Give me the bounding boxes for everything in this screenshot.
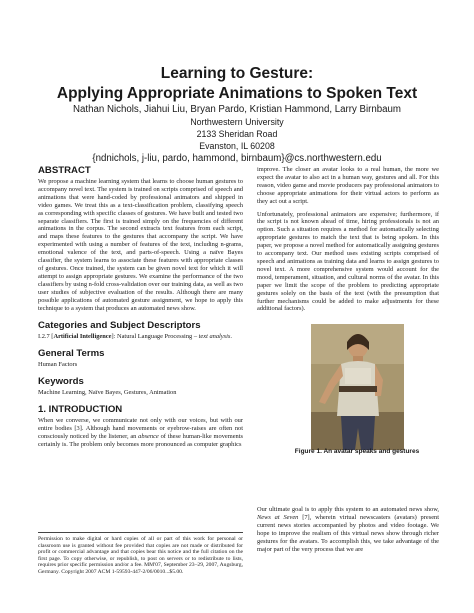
- right-paragraph-1: improve. The closer an avatar looks to a real human, the more we expect the avatar to also act in a human way, gestures and all. For this reason, video game and movie producers pay professional animators to choose appropriate animations for their virtual actors to perform as they act out a script.: [257, 166, 439, 205]
- avatar-illustration: [311, 324, 404, 450]
- address-line1: 2133 Sheridan Road: [196, 129, 278, 139]
- categories-heading: Categories and Subject Descriptors: [38, 320, 201, 332]
- categories-italic: text analysis: [198, 333, 231, 341]
- abstract-heading: ABSTRACT: [38, 165, 91, 176]
- permission-notice-box: [38, 532, 243, 576]
- author-email: {ndnichols, j-liu, pardo, hammond, birnbaum}@cs.northwestern.edu: [92, 153, 382, 164]
- abstract-text: We propose a machine learning system that learns to choose human gestures to accompany novel text. The system is trained on scripts comprised of speech and animations that were hand-coded by professional animators and shipped in video games. We treat this as a text-classification problem, classifying speech as corresponding with specific classes of gestures. We have built and tested two separate classifiers. The first is trained simply on the frequencies of different animations in the corpus. The second extracts text features from each script, and maps these features to the gestures that accompany the script. We have experimented with using a number of features of the text, including n-grams, emotional valence of the text, and parts-of-speech. Using a naïve Bayes classifier, the system learns to associate these features with appropriate classes of gestures. Once trained, the system can be given novel text for which it will attempt to assign appropriate gestures. We examine the performance of the two classifiers by using n-fold cross-validation over our training data, as well as two user studies of subjective evaluation of the results. Although there are many possible applications of automated gesture assignment, we hope to apply this technique to a system that produces an automated news show.: [38, 178, 243, 312]
- categories-bold: Artificial Intelligence: [53, 333, 112, 341]
- categories-post: .: [230, 333, 233, 341]
- author-list: Nathan Nichols, Jiahui Liu, Bryan Pardo, Kristian Hammond, Larry Birnbaum: [73, 104, 401, 115]
- introduction-heading: 1. INTRODUCTION: [38, 404, 123, 416]
- paper-title-line2: Applying Appropriate Animations to Spoken Text: [56, 85, 418, 102]
- avatar-figure-image: [311, 324, 404, 450]
- p3-italic: News at Seven: [257, 513, 299, 521]
- introduction-text: [38, 417, 243, 449]
- categories-pre: I.2.7 [: [38, 333, 54, 341]
- figure-caption: Figure 1. An avatar speaks and gestures: [294, 448, 420, 455]
- categories-mid: ]: Natural Language Processing –: [111, 333, 199, 341]
- right-paragraph-2: Unfortunately, professional animators are expensive; furthermore, if the script is not known ahead of time, hiring professionals is not an option. Such a situation requires a method for automatically selecting appropriate gestures to match the text that is being spoken. In this paper, we propose a novel method for automatically assigning gestures to accompany text. Our method uses existing scripts comprised of speech and animations as training data and learns to assign gestures to novel text. A more comprehensive system would account for the mood, temperament, situation, and cultural norms of the avatar. In this paper we limit the scope of the problem to predicting appropriate gestures solely on the basis of the text (with the presumption that further mechanisms could be added to make adjustments for these additional factors).: [257, 210, 439, 313]
- address-line2: Evanston, IL 60208: [199, 141, 275, 151]
- permission-notice: Permission to make digital or hard copies of all or part of this work for personal or classroom use is granted without fee provided that copies are not made or distributed for profit or commercial advantage and that copies bear this notice and the full citation on the first page. To copy otherwise, or republish, to post on servers or to redistribute to lists, requires prior specific permission and/or a fee. MM'07, September 23–29, 2007, Augsburg, Germany. Copyright 2007 ACM 1-59593-447-2/06/0010...$5.00.: [38, 536, 243, 575]
- right-column: [257, 166, 439, 313]
- paper-title-line1: Learning to Gesture:: [160, 65, 314, 82]
- left-column: [38, 165, 243, 449]
- intro-italic: absence: [138, 432, 159, 440]
- affiliation: Northwestern University: [190, 117, 284, 127]
- general-terms-text: Human Factors: [38, 361, 78, 369]
- right-paragraph-3: [257, 506, 439, 553]
- p3-post: [7], wherein virtual newscasters (avatars) present current news stories accompanied by photos and video footage. We hope to improve the realism of this virtual news show through richer gestures for the avatars. To accomplish this, we take advantage of the major part of the very process that we are: [257, 513, 439, 553]
- intro-pre: When we converse, we communicate not only with our voices, but with our entire bodies [3]. Although hand movements or eyebrow-raises are often not consciously noticed by the listener, an: [38, 417, 243, 440]
- general-terms-heading: General Terms: [38, 348, 105, 360]
- right-column-lower: [257, 506, 439, 553]
- categories-text: [38, 333, 243, 341]
- intro-post: of these human-like movements certainly is. The problem only becomes more pronounced as computer graphics: [38, 432, 243, 448]
- keywords-text: Machine Learning, Naïve Bayes, Gestures, Animation: [38, 389, 177, 397]
- keywords-heading: Keywords: [38, 376, 84, 388]
- p3-pre: Our ultimate goal is to apply this system to an automated news show,: [257, 506, 439, 513]
